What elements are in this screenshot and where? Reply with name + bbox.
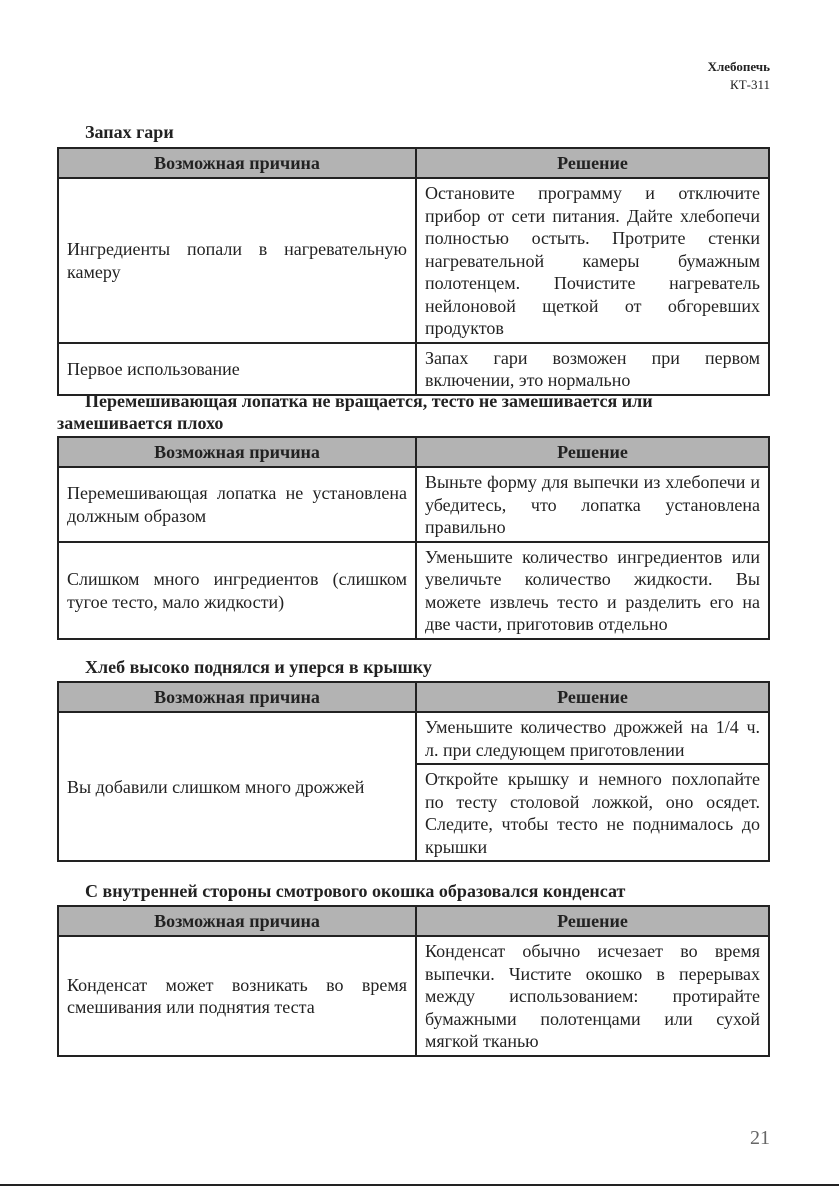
troubleshooting-table bbox=[57, 681, 770, 862]
troubleshooting-table bbox=[57, 436, 770, 640]
column-header-cause: Возможная причина bbox=[58, 906, 416, 936]
troubleshooting-table bbox=[57, 905, 770, 1057]
table-row bbox=[58, 467, 769, 542]
table-header-row bbox=[58, 437, 769, 467]
bottom-rule bbox=[0, 1184, 839, 1186]
solution-cell: Уменьшите количество дрожжей на 1/4 ч. л. при следующем приготовлении bbox=[416, 712, 769, 764]
column-header-solution: Решение bbox=[416, 148, 769, 178]
cause-cell: Вы добавили слишком много дрожжей bbox=[58, 712, 416, 861]
solution-cell: Остановите программу и отключите прибор от сети питания. Дайте хлебопечи полностью остыть. Протрите стенки нагревательной камеры бумажным полотенцем. Почистите нагреватель нейлоновой щеткой от обгоревших продуктов bbox=[416, 178, 769, 343]
column-header-cause: Возможная причина bbox=[58, 682, 416, 712]
section-title: Запах гари bbox=[85, 122, 174, 142]
table-row bbox=[58, 542, 769, 639]
cause-cell: Ингредиенты попали в нагревательную камеру bbox=[58, 178, 416, 343]
section-title: С внутренней стороны смотрового окошка образовался конденсат bbox=[85, 881, 626, 901]
cause-cell: Первое использование bbox=[58, 343, 416, 395]
solution-cell: Запах гари возможен при первом включении, это нормально bbox=[416, 343, 769, 395]
page-number: 21 bbox=[750, 1127, 770, 1149]
cause-cell: Слишком много ингредиентов (слишком тугое тесто, мало жидкости) bbox=[58, 542, 416, 639]
column-header-cause: Возможная причина bbox=[58, 437, 416, 467]
solution-cell: Уменьшите количество ингредиентов или увеличьте количество жидкости. Вы можете извлечь тесто и разделить его на две части, приготовив отдельно bbox=[416, 542, 769, 639]
table-row bbox=[58, 343, 769, 395]
solution-cell: Конденсат обычно исчезает во время выпечки. Чистите окошко в перерывах между использованием: протирайте бумажными полотенцами или сухой мягкой тканью bbox=[416, 936, 769, 1056]
cause-cell: Перемешивающая лопатка не установлена должным образом bbox=[58, 467, 416, 542]
table-row bbox=[58, 178, 769, 343]
table-header-row bbox=[58, 906, 769, 936]
column-header-solution: Решение bbox=[416, 437, 769, 467]
troubleshooting-table bbox=[57, 147, 770, 396]
table-row bbox=[58, 712, 769, 764]
solution-cell: Выньте форму для выпечки из хлебопечи и убедитесь, что лопатка установлена правильно bbox=[416, 467, 769, 542]
table-header-row bbox=[58, 682, 769, 712]
header-model: КТ-311 bbox=[730, 77, 770, 92]
column-header-solution: Решение bbox=[416, 906, 769, 936]
column-header-cause: Возможная причина bbox=[58, 148, 416, 178]
section-title: Хлеб высоко поднялся и уперся в крышку bbox=[85, 657, 432, 677]
column-header-solution: Решение bbox=[416, 682, 769, 712]
section-title: Перемешивающая лопатка не вращается, тесто не замешивается или замешивается плохо bbox=[57, 391, 653, 433]
cause-cell: Конденсат может возникать во время смешивания или поднятия теста bbox=[58, 936, 416, 1056]
header-title: Хлебопечь bbox=[707, 59, 770, 74]
table-header-row bbox=[58, 148, 769, 178]
solution-cell: Откройте крышку и немного похлопайте по тесту столовой ложкой, оно осядет. Следите, чтобы тесто не поднималось до крышки bbox=[416, 764, 769, 861]
page-header bbox=[708, 58, 770, 94]
table-row bbox=[58, 936, 769, 1056]
